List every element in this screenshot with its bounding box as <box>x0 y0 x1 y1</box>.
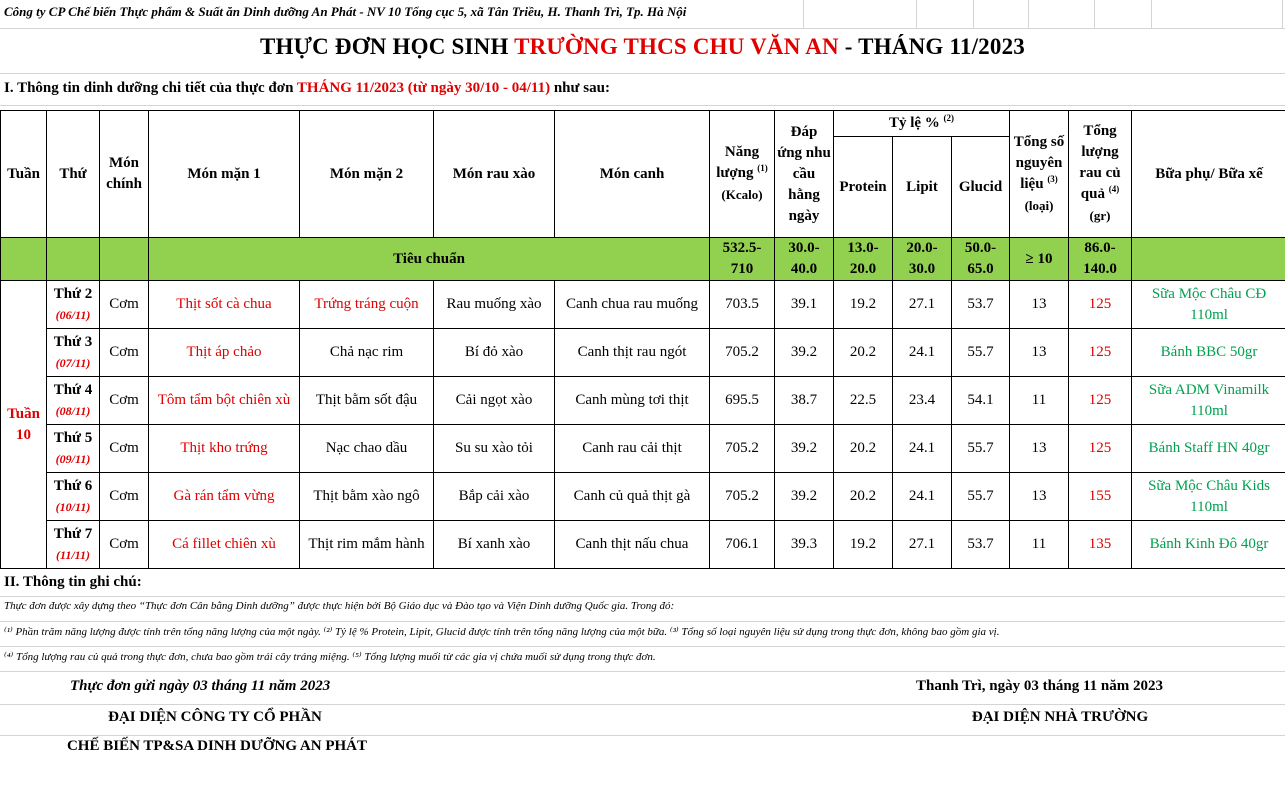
day-name: Thứ 5 <box>53 429 93 446</box>
main-dish: Cơm <box>100 473 149 521</box>
glucid: 53.7 <box>952 281 1010 329</box>
company-rep-line1: ĐẠI DIỆN CÔNG TY CỔ PHẦN <box>108 709 322 725</box>
snack: Sữa Mộc Châu Kids 110ml <box>1132 473 1285 521</box>
main-dish: Cơm <box>100 281 149 329</box>
table-row <box>1 377 1285 425</box>
ingredient-count: 11 <box>1010 521 1069 569</box>
dish2: Thịt bằm sốt đậu <box>300 377 434 425</box>
dish1: Thịt áp chảo <box>149 329 300 377</box>
daily-percent: 39.1 <box>775 281 834 329</box>
energy: 706.1 <box>710 521 775 569</box>
day-cell <box>47 473 100 521</box>
energy: 705.2 <box>710 473 775 521</box>
dish1: Thịt kho trứng <box>149 425 300 473</box>
standard-energy: 532.5-710 <box>710 238 775 281</box>
company-rep-line2: CHẾ BIẾN TP&SA DINH DƯỠNG AN PHÁT <box>66 738 368 754</box>
dish2: Thịt rim mắm hành <box>300 521 434 569</box>
main-dish: Cơm <box>100 425 149 473</box>
school-rep: ĐẠI DIỆN NHÀ TRƯỜNG <box>971 709 1149 725</box>
col-mon-man-1: Món mặn 1 <box>149 111 300 238</box>
day-date: (10/11) <box>55 499 91 514</box>
header-row <box>1 111 1285 137</box>
soup: Canh chua rau muống <box>555 281 710 329</box>
lipit: 27.1 <box>893 521 952 569</box>
main-dish: Cơm <box>100 521 149 569</box>
dish1: Gà rán tẩm vừng <box>149 473 300 521</box>
veg-dish: Su su xào tỏi <box>434 425 555 473</box>
ingredient-count: 13 <box>1010 329 1069 377</box>
energy: 703.5 <box>710 281 775 329</box>
ingredient-count: 11 <box>1010 377 1069 425</box>
veg-dish: Cải ngọt xào <box>434 377 555 425</box>
sent-date: Thực đơn gửi ngày 03 tháng 11 năm 2023 <box>70 678 331 694</box>
day-cell <box>47 377 100 425</box>
col-bua-phu: Bữa phụ/ Bữa xế <box>1132 111 1285 238</box>
dish2: Thịt bằm xào ngô <box>300 473 434 521</box>
standard-protein: 13.0-20.0 <box>834 238 893 281</box>
energy: 695.5 <box>710 377 775 425</box>
table-row <box>1 425 1285 473</box>
dish1: Tôm tẩm bột chiên xù <box>149 377 300 425</box>
veg-dish: Rau muống xào <box>434 281 555 329</box>
daily-percent: 38.7 <box>775 377 834 425</box>
table-row <box>1 329 1285 377</box>
snack: Sữa ADM Vinamilk 110ml <box>1132 377 1285 425</box>
col-tong-rau: Tổng lượng rau củ quả $^{(4)}$ (gr) <box>1069 111 1132 238</box>
day-date: (08/11) <box>55 403 91 418</box>
col-nang-luong: Năng lượng $^{(1)}$ (Kcalo) <box>710 111 775 238</box>
day-name: Thứ 3 <box>53 333 93 350</box>
glucid: 55.7 <box>952 425 1010 473</box>
day-date: (11/11) <box>55 547 90 562</box>
day-cell <box>47 521 100 569</box>
lipit: 24.1 <box>893 329 952 377</box>
lipit: 24.1 <box>893 473 952 521</box>
page-title: THỰC ĐƠN HỌC SINH TRƯỜNG THCS CHU VĂN AN - THÁNG 11/2023 <box>260 34 1025 59</box>
protein: 20.2 <box>834 329 893 377</box>
veg-grams: 125 <box>1069 377 1132 425</box>
day-name: Thứ 2 <box>53 285 93 302</box>
day-date: (06/11) <box>55 307 91 322</box>
soup: Canh củ quả thịt gà <box>555 473 710 521</box>
energy: 705.2 <box>710 329 775 377</box>
protein: 20.2 <box>834 425 893 473</box>
standard-daily: 30.0-40.0 <box>775 238 834 281</box>
company-header: Công ty CP Chế biến Thực phẩm & Suất ăn Dinh dưỡng An Phát - NV 10 Tổng cục 5, xã Tân Triều, H. Thanh Trì, Tp. Hà Nội <box>4 4 687 19</box>
ingredient-count: 13 <box>1010 473 1069 521</box>
glucid: 54.1 <box>952 377 1010 425</box>
col-glucid: Glucid <box>952 137 1010 238</box>
ingredient-count: 13 <box>1010 281 1069 329</box>
snack: Sữa Mộc Châu CĐ 110ml <box>1132 281 1285 329</box>
lipit: 23.4 <box>893 377 952 425</box>
col-mon-canh: Món canh <box>555 111 710 238</box>
menu-table <box>0 110 1285 569</box>
col-protein: Protein <box>834 137 893 238</box>
place-date: Thanh Trì, ngày 03 tháng 11 năm 2023 <box>916 678 1164 694</box>
veg-grams: 125 <box>1069 281 1132 329</box>
daily-percent: 39.3 <box>775 521 834 569</box>
dish1: Cá fillet chiên xù <box>149 521 300 569</box>
protein: 19.2 <box>834 521 893 569</box>
main-dish: Cơm <box>100 377 149 425</box>
dish2: Nạc chao dầu <box>300 425 434 473</box>
note-intro: Thực đơn được xây dựng theo “Thực đơn Cân bằng Dinh dưỡng” được thực hiện bởi Bộ Giáo dục và Đào tạo và Viện Dinh dưỡng Quốc gia. Trong đó: <box>4 600 675 612</box>
veg-dish: Bắp cải xào <box>434 473 555 521</box>
day-cell <box>47 329 100 377</box>
day-date: (07/11) <box>55 355 91 370</box>
lipit: 27.1 <box>893 281 952 329</box>
col-ty-le: Tỷ lệ % $^{(2)}$ <box>834 111 1010 137</box>
day-date: (09/11) <box>55 451 91 466</box>
standard-label: Tiêu chuẩn <box>149 238 710 281</box>
energy: 705.2 <box>710 425 775 473</box>
protein: 19.2 <box>834 281 893 329</box>
soup: Canh thịt nấu chua <box>555 521 710 569</box>
day-name: Thứ 6 <box>53 477 93 494</box>
day-name: Thứ 7 <box>53 525 93 542</box>
table-row <box>1 521 1285 569</box>
col-dap-ung: Đáp ứng nhu cầu hằng ngày <box>775 111 834 238</box>
week-label: Tuần 10 <box>1 281 47 569</box>
soup: Canh rau cải thịt <box>555 425 710 473</box>
day-cell <box>47 281 100 329</box>
standard-row <box>1 238 1285 281</box>
top-gridlines <box>803 0 1285 29</box>
table-row <box>1 473 1285 521</box>
standard-lipit: 20.0-30.0 <box>893 238 952 281</box>
snack: Bánh Kinh Đô 40gr <box>1132 521 1285 569</box>
standard-veg: 86.0-140.0 <box>1069 238 1132 281</box>
soup: Canh mùng tơi thịt <box>555 377 710 425</box>
soup: Canh thịt rau ngót <box>555 329 710 377</box>
dish2: Trứng tráng cuộn <box>300 281 434 329</box>
snack: Bánh BBC 50gr <box>1132 329 1285 377</box>
col-lipit: Lipit <box>893 137 952 238</box>
glucid: 55.7 <box>952 473 1010 521</box>
glucid: 53.7 <box>952 521 1010 569</box>
daily-percent: 39.2 <box>775 329 834 377</box>
section2-heading: II. Thông tin ghi chú: <box>4 574 142 590</box>
col-tuan: Tuần <box>1 111 47 238</box>
main-dish: Cơm <box>100 329 149 377</box>
veg-grams: 135 <box>1069 521 1132 569</box>
glucid: 55.7 <box>952 329 1010 377</box>
protein: 22.5 <box>834 377 893 425</box>
veg-grams: 155 <box>1069 473 1132 521</box>
col-tong-nguyen-lieu: Tổng số nguyên liệu $^{(3)}$ (loại) <box>1010 111 1069 238</box>
table-row <box>1 281 1285 329</box>
standard-ingredients: ≥ 10 <box>1010 238 1069 281</box>
day-name: Thứ 4 <box>53 381 93 398</box>
standard-glucid: 50.0-65.0 <box>952 238 1010 281</box>
day-cell <box>47 425 100 473</box>
lipit: 24.1 <box>893 425 952 473</box>
veg-grams: 125 <box>1069 425 1132 473</box>
veg-dish: Bí xanh xào <box>434 521 555 569</box>
veg-grams: 125 <box>1069 329 1132 377</box>
snack: Bánh Staff HN 40gr <box>1132 425 1285 473</box>
veg-dish: Bí đỏ xào <box>434 329 555 377</box>
note-line-3: ⁽⁴⁾ Tổng lượng rau củ quả trong thực đơn, chưa bao gồm trái cây tráng miệng. ⁽⁵⁾ Tổng lượng muối từ các gia vị chứa muối sử dụng trong thực đơn. <box>4 651 656 663</box>
dish1: Thịt sốt cà chua <box>149 281 300 329</box>
dish2: Chả nạc rim <box>300 329 434 377</box>
section1-heading: I. Thông tin dinh dưỡng chi tiết của thực đơn THÁNG 11/2023 (từ ngày 30/10 - 04/11) như sau: <box>4 80 610 96</box>
col-mon-man-2: Món mặn 2 <box>300 111 434 238</box>
note-line-2: ⁽¹⁾ Phần trăm năng lượng được tính trên tổng năng lượng của một ngày. ⁽²⁾ Tỷ lệ % Protein, Lipit, Glucid được tính trên tổng năng lượng của một bữa. ⁽³⁾ Tổng số loại nguyên liệu sử dụng trong thực đơn, không bao gồm gia vị. <box>4 626 1000 638</box>
daily-percent: 39.2 <box>775 425 834 473</box>
col-mon-chinh: Món chính <box>100 111 149 238</box>
daily-percent: 39.2 <box>775 473 834 521</box>
protein: 20.2 <box>834 473 893 521</box>
col-thu: Thứ <box>47 111 100 238</box>
col-mon-rau-xao: Món rau xào <box>434 111 555 238</box>
ingredient-count: 13 <box>1010 425 1069 473</box>
